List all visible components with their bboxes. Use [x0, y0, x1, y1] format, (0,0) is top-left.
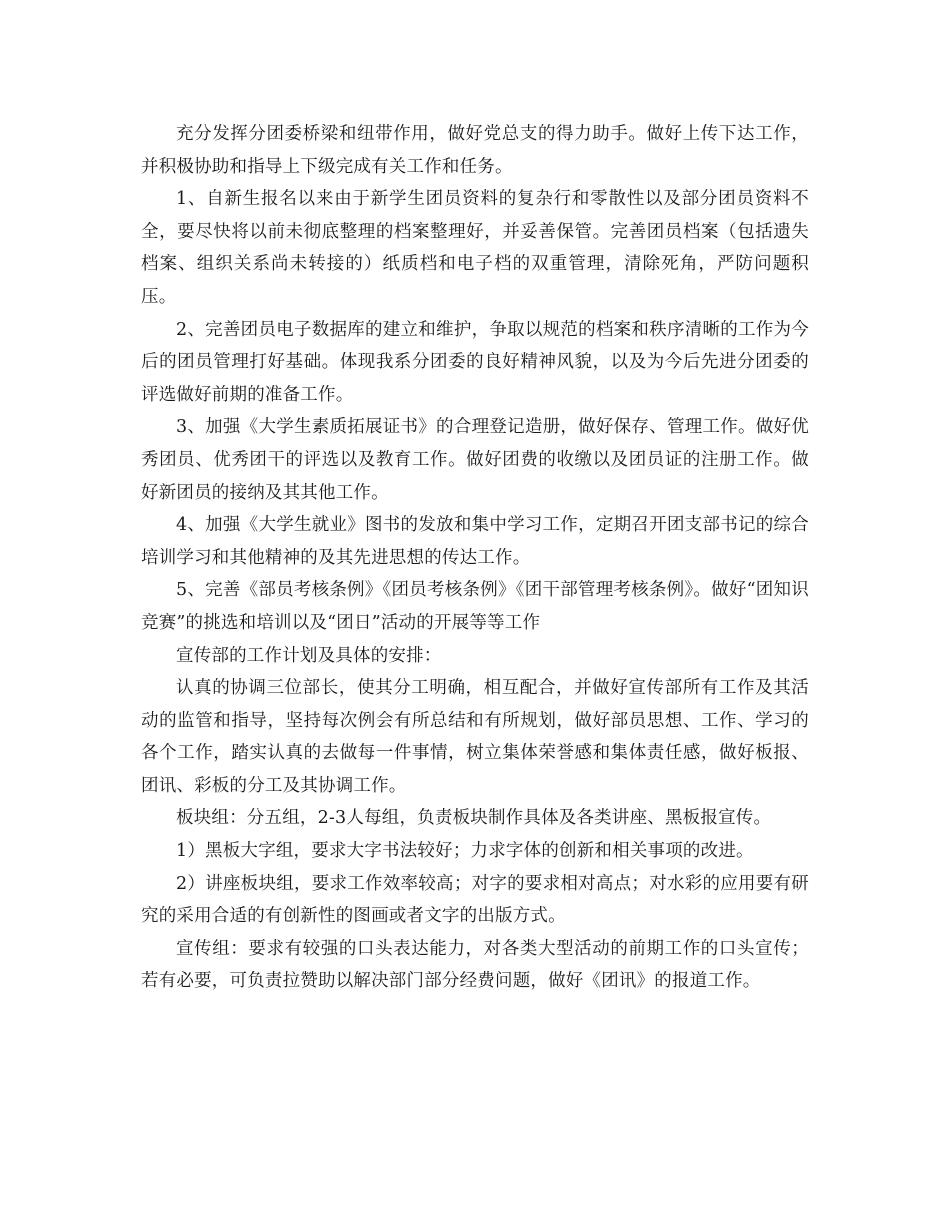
paragraph-board-subgroup-1: 1）黑板大字组，要求大字书法较好；力求字体的创新和相关事项的改进。: [176, 841, 754, 862]
paragraph-item-1: 1、自新生报名以来由于新学生团员资料的复杂行和零散性以及部分团员资料不全，要尽快将以前未彻底整理的档案整理好，并妥善保管。完善团员档案（包括遗失档案、组织关系尚未转接的）纸质档和电子档的双重管理，清除死角，严防问题积压。: [141, 189, 809, 307]
section-heading-publicity: 宣传部的工作计划及具体的安排：: [176, 645, 442, 666]
paragraph-item-3: 3、加强《大学生素质拓展证书》的合理登记造册，做好保存、管理工作。做好优秀团员、优秀团干的评选以及教育工作。做好团费的收缴以及团员证的注册工作。做好新团员的接纳及其其他工作。: [141, 417, 809, 503]
paragraph-intro: 充分发挥分团委桥梁和纽带作用，做好党总支的得力助手。做好上传下达工作，并积极协助和指导上下级完成有关工作和任务。: [141, 124, 809, 177]
paragraph-board-subgroup-2: 2）讲座板块组，要求工作效率较高；对字的要求相对高点；对水彩的应用要有研究的采用合适的有创新性的图画或者文字的出版方式。: [141, 873, 809, 927]
paragraph-item-5: 5、完善《部员考核条例》《团员考核条例》《团干部管理考核条例》。做好“团知识竞赛”的挑选和培训以及“团日”活动的开展等等工作: [141, 580, 809, 633]
paragraph-publicity-group: 宣传组：要求有较强的口头表达能力，对各类大型活动的前期工作的口头宣传；若有必要，可负责拉赞助以解决部门部分经费问题，做好《团讯》的报道工作。: [141, 938, 809, 992]
paragraph-publicity-coordination: 认真的协调三位部长，使其分工明确，相互配合，并做好宣传部所有工作及其活动的监管和指导，坚持每次例会有所总结和有所规划，做好部员思想、工作、学习的各个工作，踏实认真的去做每一件事情，树立集体荣誉感和集体责任感，做好板报、团讯、彩板的分工及其协调工作。: [141, 678, 809, 796]
paragraph-item-4: 4、加强《大学生就业》图书的发放和集中学习工作，定期召开团支部书记的综合培训学习和其他精神的及其先进思想的传达工作。: [141, 515, 809, 568]
paragraph-item-2: 2、完善团员电子数据库的建立和维护，争取以规范的档案和秩序清晰的工作为今后的团员管理打好基础。体现我系分团委的良好精神风貌，以及为今后先进分团委的评选做好前期的准备工作。: [141, 319, 809, 405]
paragraph-board-group: 板块组：分五组，2-3人每组，负责板块制作具体及各类讲座、黑板报宣传。: [176, 808, 772, 829]
document-body: [141, 118, 809, 998]
